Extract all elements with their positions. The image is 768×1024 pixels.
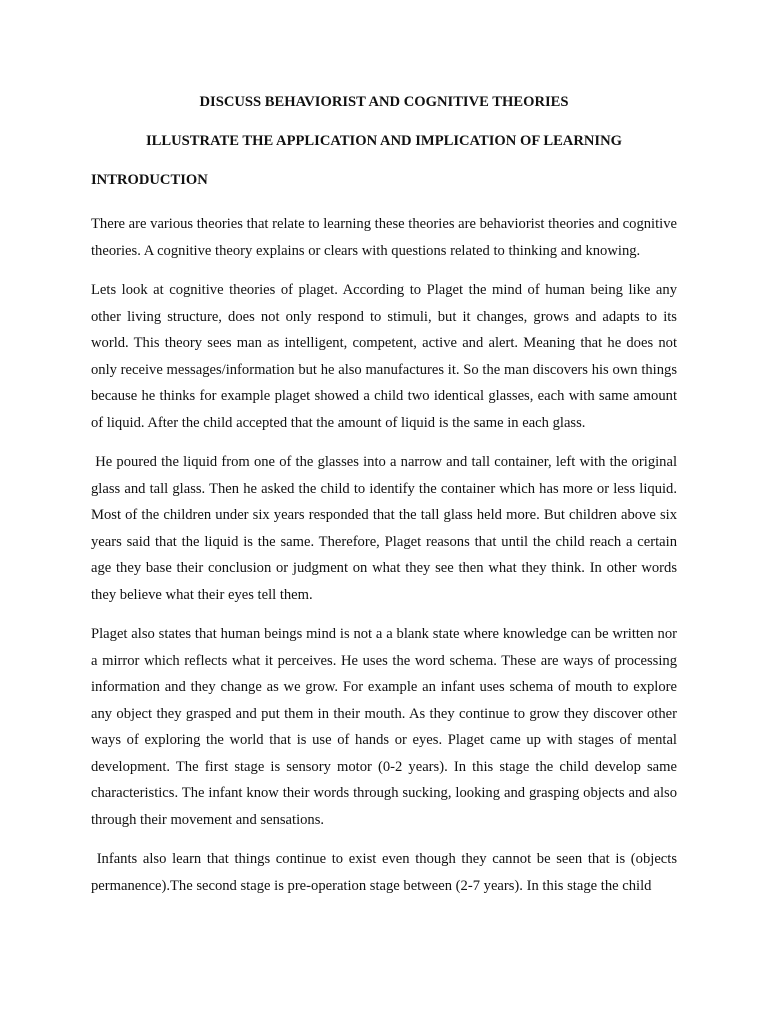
paragraph: Infants also learn that things continue to exist even though they cannot be seen that is (objects permanence).The second stage is pre-operation stage between (2-7 years). In this stage the child (91, 851, 681, 894)
paragraph: There are various theories that relate to learning these theories are behaviorist theories and cognitive theories. A cognitive theory explains or clears with questions related to thinking and knowing. (91, 216, 677, 259)
paragraph: Plaget also states that human beings mind is not a a blank state where knowledge can be written nor a mirror which reflects what it perceives. He uses the word schema. These are ways of processing information and they change as we grow. For example an infant uses schema of mouth to explore any object they grasped and put them in their mouth. As they continue to grow they discover other ways of exploring the world that is use of hands or eyes. Plaget came up with stages of mental development. The first stage is sensory motor (0-2 years). In this stage the child develop same characteristics. The infant know their words through sucking, looking and grasping objects and also through their movement and sensations. (91, 626, 677, 828)
paragraph: Lets look at cognitive theories of plaget. According to Plaget the mind of human being like any other living structure, does not only respond to stimuli, but it changes, grows and adapts to its world. This theory sees man as intelligent, competent, active and alert. Meaning that he does not only receive messages/information but he also manufactures it. So the man discovers his own things because he thinks for example plaget showed a child two identical glasses, each with same amount of liquid. After the child accepted that the amount of liquid is the same in each glass. (91, 282, 677, 431)
section-heading-introduction: INTRODUCTION (91, 172, 208, 188)
document-body (91, 94, 681, 912)
document-title: DISCUSS BEHAVIORIST AND COGNITIVE THEORIES (199, 94, 569, 110)
paragraph: He poured the liquid from one of the glasses into a narrow and tall container, left with the original glass and tall glass. Then he asked the child to identify the container which has more or less liquid. Most of the children under six years responded that the tall glass held more. But children above six years said that the liquid is the same. Therefore, Plaget reasons that until the child reach a certain age they base their conclusion or judgment on what they see then what they think. In other words they believe what their eyes tell them. (91, 454, 681, 603)
document-subtitle: ILLUSTRATE THE APPLICATION AND IMPLICATION OF LEARNING (146, 133, 622, 149)
